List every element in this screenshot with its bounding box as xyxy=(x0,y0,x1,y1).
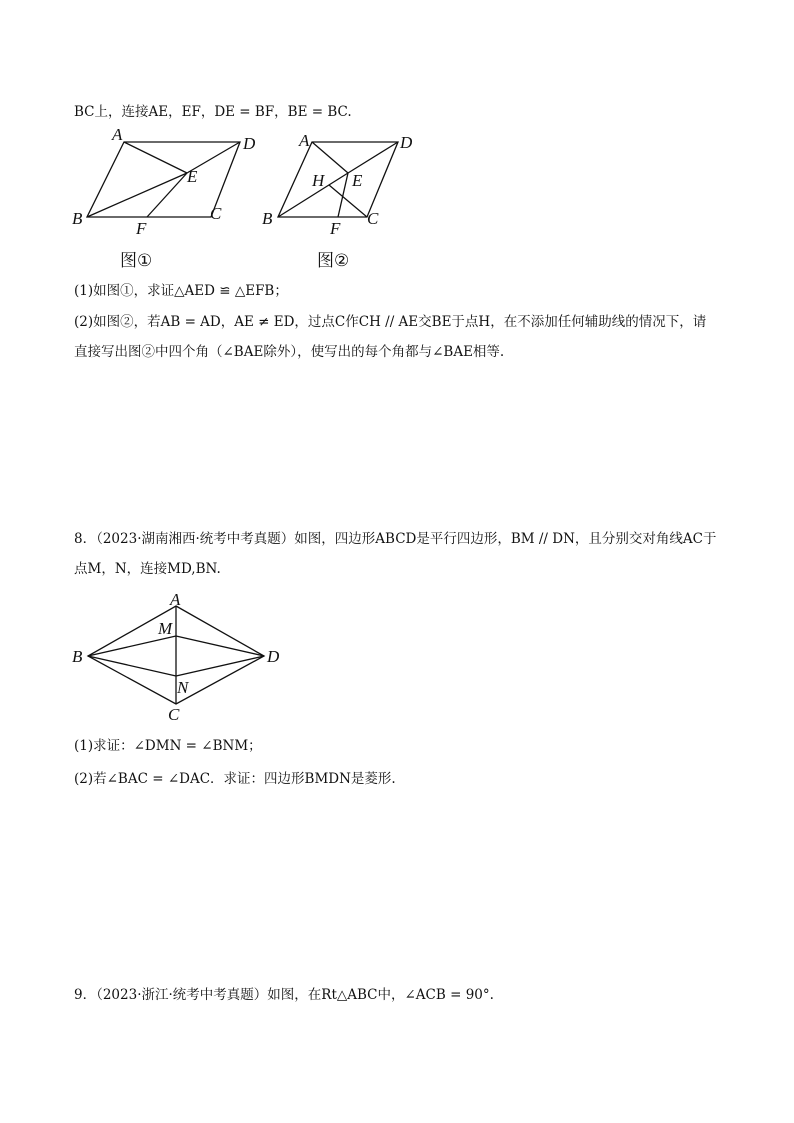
label-f: F xyxy=(330,219,341,238)
label-c: C xyxy=(210,204,222,223)
label-a: A xyxy=(170,590,181,609)
figure-2-caption: 图② xyxy=(317,251,350,271)
q8-part-1: (1)求证：∠DMN = ∠BNM； xyxy=(74,738,262,754)
q7-part-2-line-1: (2)如图②，若AB = AD，AE ≠ ED，过点C作CH // AE交BE于点H，在不添加任何辅助线的情况下，请 xyxy=(74,314,707,330)
label-e: E xyxy=(187,167,198,186)
label-b: B xyxy=(72,209,83,228)
segment-ef xyxy=(338,173,348,217)
q7-figure-1 xyxy=(60,120,270,280)
segment-md xyxy=(176,636,264,656)
q8-stem-line-1: 8．（2023·湖南湘西·统考中考真题）如图，四边形ABCD是平行四边形，BM // DN，且分别交对角线AC于 xyxy=(74,531,717,547)
q7-intro: BC上，连接AE，EF，DE = BF，BE = BC. xyxy=(74,104,352,120)
label-e: E xyxy=(352,171,363,190)
label-b: B xyxy=(262,209,273,228)
q8-stem-line-2: 点M，N，连接MD,BN. xyxy=(74,561,221,577)
segment-ae xyxy=(124,142,187,173)
figure-1-caption: 图① xyxy=(120,251,153,271)
q7-part-1: (1)如图①，求证△AED ≌ △EFB； xyxy=(74,283,288,299)
segment-bn xyxy=(88,656,176,676)
label-h: H xyxy=(312,171,325,190)
q8-part-2: (2)若∠BAC = ∠DAC．求证：四边形BMDN是菱形. xyxy=(74,771,396,787)
label-c: C xyxy=(367,209,379,228)
q7-part-2-line-2: 直接写出图②中四个角（∠BAE除外），使写出的每个角都与∠BAE相等. xyxy=(74,344,505,360)
label-n: N xyxy=(177,678,189,697)
label-f: F xyxy=(136,219,147,238)
q9-stem: 9．（2023·浙江·统考中考真题）如图，在Rt△ABC中，∠ACB = 90°. xyxy=(74,987,494,1003)
segment-bm xyxy=(88,636,176,656)
segment-ef xyxy=(147,173,187,217)
label-m: M xyxy=(158,619,173,638)
q8-figure xyxy=(66,590,296,725)
label-d: D xyxy=(243,134,256,153)
segment-ae xyxy=(312,142,348,173)
segment-be xyxy=(87,173,187,217)
q7-figure-2 xyxy=(255,120,430,280)
label-a: A xyxy=(299,131,310,150)
segment-de xyxy=(348,142,398,173)
label-d: D xyxy=(267,647,280,666)
label-d: D xyxy=(400,133,413,152)
label-c: C xyxy=(168,705,180,724)
label-b: B xyxy=(72,647,83,666)
segment-nd xyxy=(176,656,264,676)
label-a: A xyxy=(112,125,123,144)
